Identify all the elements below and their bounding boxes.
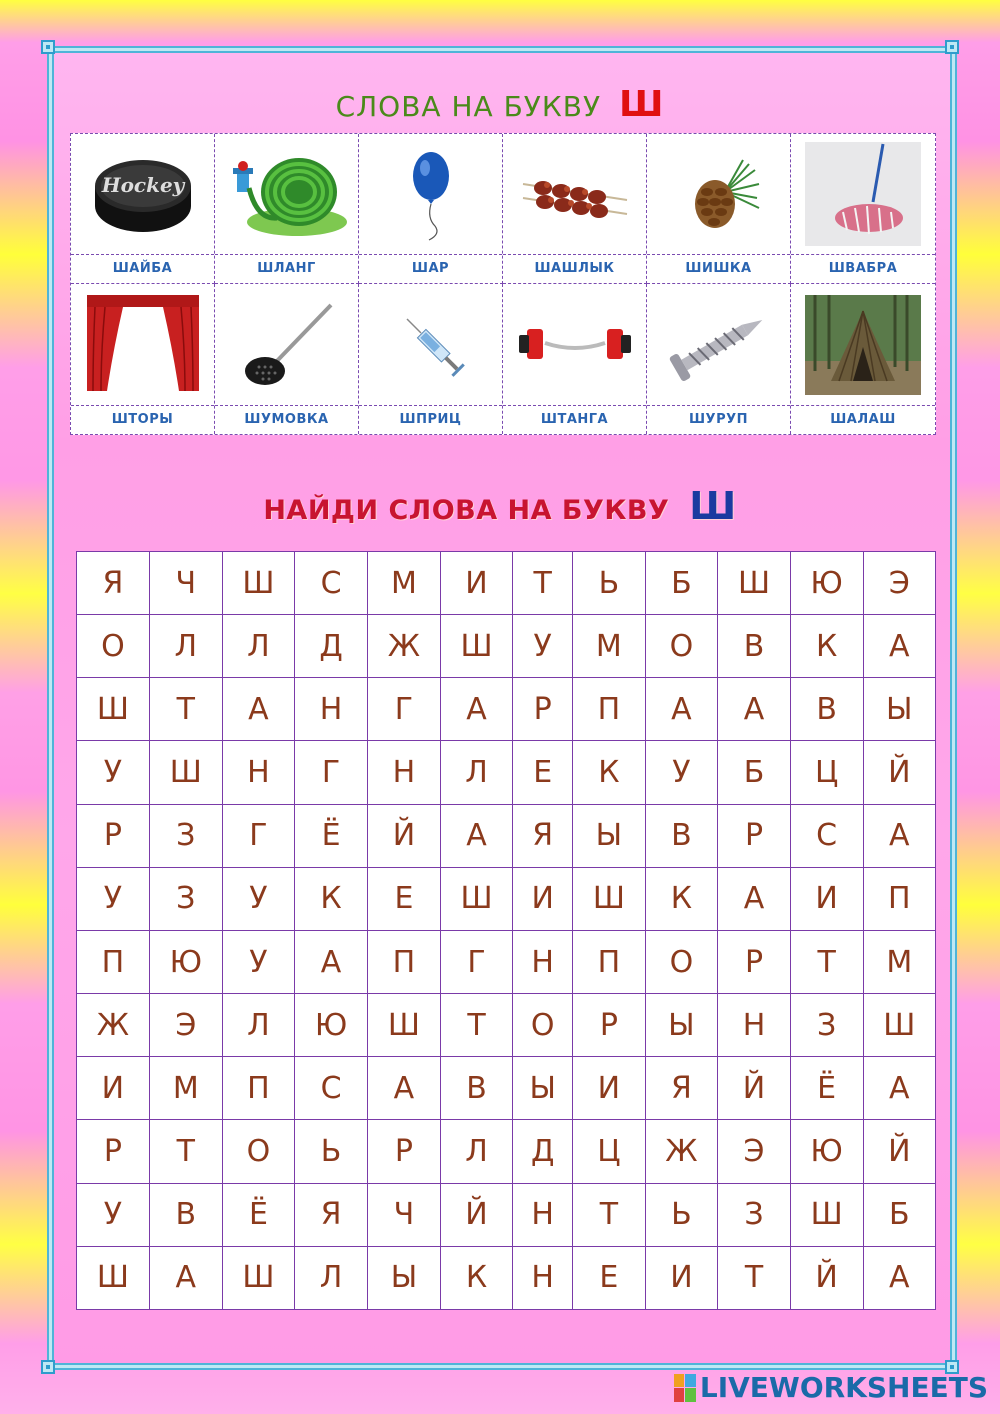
grid-cell[interactable]: М bbox=[149, 1057, 222, 1120]
grid-cell[interactable]: Л bbox=[295, 1246, 368, 1309]
skimmer-icon bbox=[227, 291, 347, 399]
grid-cell[interactable]: А bbox=[718, 867, 790, 930]
liveworksheets-logo-text: LIVEWORKSHEETS bbox=[699, 1371, 988, 1404]
grid-cell[interactable]: Ш bbox=[77, 678, 150, 741]
word-search-grid bbox=[76, 551, 936, 1310]
grid-cell[interactable]: А bbox=[718, 678, 790, 741]
grid-cell[interactable]: Ё bbox=[222, 1183, 294, 1246]
grid-cell[interactable]: Ц bbox=[790, 741, 863, 804]
card-label: ШУРУП bbox=[688, 412, 748, 427]
grid-cell[interactable]: Ы bbox=[368, 1246, 441, 1309]
grid-cell[interactable]: Е bbox=[368, 867, 441, 930]
grid-cell[interactable]: У bbox=[77, 867, 150, 930]
grid-cell[interactable]: И bbox=[573, 1057, 645, 1120]
grid-cell[interactable]: Ы bbox=[573, 804, 645, 867]
grid-cell[interactable]: Н bbox=[513, 1246, 573, 1309]
grid-cell[interactable]: З bbox=[790, 994, 863, 1057]
grid-cell[interactable]: А bbox=[149, 1246, 222, 1309]
grid-cell[interactable]: Ш bbox=[573, 867, 645, 930]
grid-cell[interactable]: Ш bbox=[222, 552, 294, 615]
grid-cell[interactable]: Б bbox=[718, 741, 790, 804]
grid-cell[interactable]: Ы bbox=[863, 678, 935, 741]
page-title bbox=[0, 84, 1000, 125]
grid-cell[interactable]: А bbox=[440, 804, 512, 867]
grid-cell[interactable]: Ш bbox=[368, 994, 441, 1057]
card-shlang bbox=[215, 134, 359, 284]
page-title-letter: Ш bbox=[618, 84, 665, 125]
card-label: ШВАБРА bbox=[828, 261, 898, 276]
grid-cell[interactable]: С bbox=[295, 552, 368, 615]
card-shar bbox=[359, 134, 503, 284]
grid-cell[interactable]: Е bbox=[513, 741, 573, 804]
hockey-puck-icon bbox=[83, 140, 203, 248]
grid-cell[interactable]: Д bbox=[295, 615, 368, 678]
grid-cell[interactable]: А bbox=[295, 930, 368, 993]
grid-cell[interactable]: Э bbox=[718, 1120, 790, 1183]
grid-cell[interactable]: З bbox=[149, 804, 222, 867]
balloon-icon bbox=[371, 140, 491, 248]
frame-corner-ornament bbox=[41, 40, 55, 54]
grid-cell[interactable]: М bbox=[368, 552, 441, 615]
grid-cell[interactable]: Ю bbox=[149, 930, 222, 993]
card-shishka bbox=[647, 134, 791, 284]
grid-cell[interactable]: А bbox=[863, 615, 935, 678]
grid-cell[interactable]: Т bbox=[440, 994, 512, 1057]
grid-cell[interactable]: Т bbox=[573, 1183, 645, 1246]
grid-cell[interactable]: Й bbox=[790, 1246, 863, 1309]
grid-cell[interactable]: К bbox=[440, 1246, 512, 1309]
liveworksheets-logo bbox=[674, 1371, 988, 1404]
grid-cell[interactable]: Ш bbox=[77, 1246, 150, 1309]
card-shalash bbox=[791, 284, 935, 434]
grid-cell[interactable]: П bbox=[573, 930, 645, 993]
grid-cell[interactable]: Ж bbox=[645, 1120, 718, 1183]
grid-cell[interactable]: А bbox=[863, 1057, 935, 1120]
grid-row bbox=[77, 552, 936, 615]
grid-cell[interactable]: Ш bbox=[222, 1246, 294, 1309]
grid-cell[interactable]: И bbox=[645, 1246, 718, 1309]
grid-cell[interactable]: Й bbox=[718, 1057, 790, 1120]
grid-cell[interactable]: У bbox=[222, 867, 294, 930]
card-label: ШАШЛЫК bbox=[534, 261, 615, 276]
card-label: ШАЛАШ bbox=[830, 412, 896, 427]
grid-cell[interactable]: Р bbox=[718, 930, 790, 993]
grid-cell[interactable]: Ю bbox=[790, 552, 863, 615]
grid-cell[interactable]: Ю bbox=[790, 1120, 863, 1183]
svg-text:Hockey: Hockey bbox=[101, 173, 184, 197]
grid-cell[interactable]: А bbox=[863, 804, 935, 867]
grid-cell[interactable]: Л bbox=[149, 615, 222, 678]
grid-cell[interactable]: К bbox=[573, 741, 645, 804]
grid-cell[interactable]: Р bbox=[368, 1120, 441, 1183]
grid-cell[interactable]: О bbox=[77, 615, 150, 678]
grid-cell[interactable]: Ж bbox=[77, 994, 150, 1057]
grid-cell[interactable]: Ы bbox=[645, 994, 718, 1057]
syringe-icon bbox=[371, 291, 491, 399]
grid-cell[interactable]: Ч bbox=[368, 1183, 441, 1246]
card-shprits bbox=[359, 284, 503, 434]
grid-cell[interactable]: Р bbox=[77, 804, 150, 867]
pine-cone-icon bbox=[659, 140, 779, 248]
grid-cell[interactable]: Н bbox=[513, 930, 573, 993]
grid-cell[interactable]: Л bbox=[440, 741, 512, 804]
grid-cell[interactable]: Е bbox=[573, 1246, 645, 1309]
grid-cell[interactable]: Э bbox=[863, 552, 935, 615]
grid-row bbox=[77, 741, 936, 804]
grid-cell[interactable]: Ё bbox=[790, 1057, 863, 1120]
card-label: ШЛАНГ bbox=[257, 261, 316, 276]
screw-icon bbox=[659, 291, 779, 399]
grid-cell[interactable]: Л bbox=[440, 1120, 512, 1183]
card-label: ШПРИЦ bbox=[399, 412, 462, 427]
grid-cell[interactable]: Я bbox=[295, 1183, 368, 1246]
grid-cell[interactable]: Ё bbox=[295, 804, 368, 867]
grid-cell[interactable]: Й bbox=[863, 741, 935, 804]
grid-cell[interactable]: Ж bbox=[368, 615, 441, 678]
grid-cell[interactable]: С bbox=[295, 1057, 368, 1120]
card-label: ШАЙБА bbox=[112, 261, 173, 276]
grid-cell[interactable]: Й bbox=[368, 804, 441, 867]
grid-row bbox=[77, 1057, 936, 1120]
grid-row bbox=[77, 678, 936, 741]
grid-cell[interactable]: Д bbox=[513, 1120, 573, 1183]
grid-cell[interactable]: Й bbox=[440, 1183, 512, 1246]
grid-cell[interactable]: П bbox=[222, 1057, 294, 1120]
grid-cell[interactable]: А bbox=[863, 1246, 935, 1309]
grid-cell[interactable]: М bbox=[863, 930, 935, 993]
grid-cell[interactable]: Л bbox=[222, 994, 294, 1057]
grid-cell[interactable]: И bbox=[440, 552, 512, 615]
find-words-title bbox=[0, 484, 1000, 528]
frame-corner-ornament bbox=[41, 1360, 55, 1374]
card-label: ШАР bbox=[411, 261, 450, 276]
grid-cell[interactable]: О bbox=[645, 930, 718, 993]
grid-cell[interactable]: И bbox=[790, 867, 863, 930]
grid-cell[interactable]: В bbox=[645, 804, 718, 867]
grid-cell[interactable]: Г bbox=[222, 804, 294, 867]
find-words-title-letter: Ш bbox=[689, 484, 737, 528]
grid-cell[interactable]: И bbox=[77, 1057, 150, 1120]
grid-cell[interactable]: Ц bbox=[573, 1120, 645, 1183]
grid-cell[interactable]: Ч bbox=[149, 552, 222, 615]
grid-cell[interactable]: Ш bbox=[718, 552, 790, 615]
grid-cell[interactable]: В bbox=[718, 615, 790, 678]
grid-cell[interactable]: Н bbox=[513, 1183, 573, 1246]
card-label: ШТАНГА bbox=[540, 412, 609, 427]
grid-cell[interactable]: Т bbox=[149, 678, 222, 741]
grid-cell[interactable]: Ю bbox=[295, 994, 368, 1057]
grid-cell[interactable]: О bbox=[513, 994, 573, 1057]
grid-cell[interactable]: У bbox=[77, 741, 150, 804]
grid-cell[interactable]: Ш bbox=[440, 867, 512, 930]
card-label: ШУМОВКА bbox=[244, 412, 329, 427]
grid-cell[interactable]: С bbox=[790, 804, 863, 867]
grid-cell[interactable]: Я bbox=[645, 1057, 718, 1120]
grid-row bbox=[77, 867, 936, 930]
grid-cell[interactable]: У bbox=[645, 741, 718, 804]
grid-cell[interactable]: И bbox=[513, 867, 573, 930]
grid-cell[interactable]: О bbox=[222, 1120, 294, 1183]
grid-cell[interactable]: П bbox=[77, 930, 150, 993]
card-label: ШТОРЫ bbox=[111, 412, 174, 427]
grid-cell[interactable]: Н bbox=[368, 741, 441, 804]
grid-cell[interactable]: А bbox=[645, 678, 718, 741]
grid-cell[interactable]: Э bbox=[149, 994, 222, 1057]
grid-cell[interactable]: А bbox=[368, 1057, 441, 1120]
grid-row bbox=[77, 994, 936, 1057]
card-shaiba bbox=[71, 134, 215, 284]
liveworksheets-logo-icon bbox=[674, 1374, 696, 1402]
kebab-icon bbox=[515, 140, 635, 248]
card-shtory bbox=[71, 284, 215, 434]
grid-row bbox=[77, 930, 936, 993]
mop-icon bbox=[803, 140, 923, 248]
frame-corner-ornament bbox=[945, 40, 959, 54]
grid-row bbox=[77, 1120, 936, 1183]
grid-cell[interactable]: Ь bbox=[645, 1183, 718, 1246]
grid-cell[interactable]: Н bbox=[718, 994, 790, 1057]
grid-row bbox=[77, 804, 936, 867]
grid-cell[interactable]: Ь bbox=[573, 552, 645, 615]
grid-cell[interactable]: К bbox=[790, 615, 863, 678]
grid-cell[interactable]: А bbox=[222, 678, 294, 741]
grid-cell[interactable]: У bbox=[77, 1183, 150, 1246]
grid-cell[interactable]: Ш bbox=[440, 615, 512, 678]
grid-row bbox=[77, 1183, 936, 1246]
card-shvabra bbox=[791, 134, 935, 284]
barbell-icon bbox=[515, 291, 635, 399]
grid-cell[interactable]: У bbox=[222, 930, 294, 993]
grid-cell[interactable]: В bbox=[149, 1183, 222, 1246]
grid-cell[interactable]: З bbox=[149, 867, 222, 930]
card-shumovka bbox=[215, 284, 359, 434]
picture-cards bbox=[70, 133, 936, 435]
grid-cell[interactable]: О bbox=[645, 615, 718, 678]
grid-cell[interactable]: Т bbox=[718, 1246, 790, 1309]
grid-cell[interactable]: У bbox=[513, 615, 573, 678]
grid-cell[interactable]: Т bbox=[790, 930, 863, 993]
grid-cell[interactable]: Т bbox=[149, 1120, 222, 1183]
hose-icon bbox=[227, 140, 347, 248]
grid-cell[interactable]: А bbox=[440, 678, 512, 741]
grid-cell[interactable]: К bbox=[295, 867, 368, 930]
grid-cell[interactable]: Т bbox=[513, 552, 573, 615]
grid-cell[interactable]: П bbox=[863, 867, 935, 930]
grid-cell[interactable]: Г bbox=[368, 678, 441, 741]
find-words-title-text: НАЙДИ СЛОВА НА БУКВУ bbox=[263, 495, 670, 526]
grid-cell[interactable]: В bbox=[790, 678, 863, 741]
grid-cell[interactable]: К bbox=[645, 867, 718, 930]
grid-cell[interactable]: Н bbox=[222, 741, 294, 804]
grid-cell[interactable]: Г bbox=[440, 930, 512, 993]
grid-cell[interactable]: Я bbox=[513, 804, 573, 867]
card-shtanga bbox=[503, 284, 647, 434]
card-label: ШИШКА bbox=[685, 261, 752, 276]
grid-cell[interactable]: Й bbox=[863, 1120, 935, 1183]
grid-cell[interactable]: П bbox=[368, 930, 441, 993]
grid-cell[interactable]: Н bbox=[295, 678, 368, 741]
grid-cell[interactable]: Г bbox=[295, 741, 368, 804]
card-shashlyk bbox=[503, 134, 647, 284]
page-title-text: СЛОВА НА БУКВУ bbox=[335, 90, 602, 123]
curtains-icon bbox=[83, 291, 203, 399]
grid-cell[interactable]: В bbox=[440, 1057, 512, 1120]
grid-cell[interactable]: Р bbox=[513, 678, 573, 741]
hut-icon bbox=[803, 291, 923, 399]
grid-row bbox=[77, 1246, 936, 1309]
grid-cell[interactable]: Ь bbox=[295, 1120, 368, 1183]
grid-cell[interactable]: Ы bbox=[513, 1057, 573, 1120]
grid-cell[interactable]: Я bbox=[77, 552, 150, 615]
grid-cell[interactable]: Ш bbox=[149, 741, 222, 804]
grid-cell[interactable]: П bbox=[573, 678, 645, 741]
grid-cell[interactable]: Б bbox=[863, 1183, 935, 1246]
grid-cell[interactable]: М bbox=[573, 615, 645, 678]
grid-cell[interactable]: Ш bbox=[790, 1183, 863, 1246]
grid-cell[interactable]: Л bbox=[222, 615, 294, 678]
grid-cell[interactable]: Р bbox=[573, 994, 645, 1057]
grid-cell[interactable]: Ш bbox=[863, 994, 935, 1057]
grid-cell[interactable]: Р bbox=[718, 804, 790, 867]
grid-row bbox=[77, 615, 936, 678]
grid-cell[interactable]: Р bbox=[77, 1120, 150, 1183]
grid-cell[interactable]: Б bbox=[645, 552, 718, 615]
grid-cell[interactable]: З bbox=[718, 1183, 790, 1246]
card-shurup bbox=[647, 284, 791, 434]
